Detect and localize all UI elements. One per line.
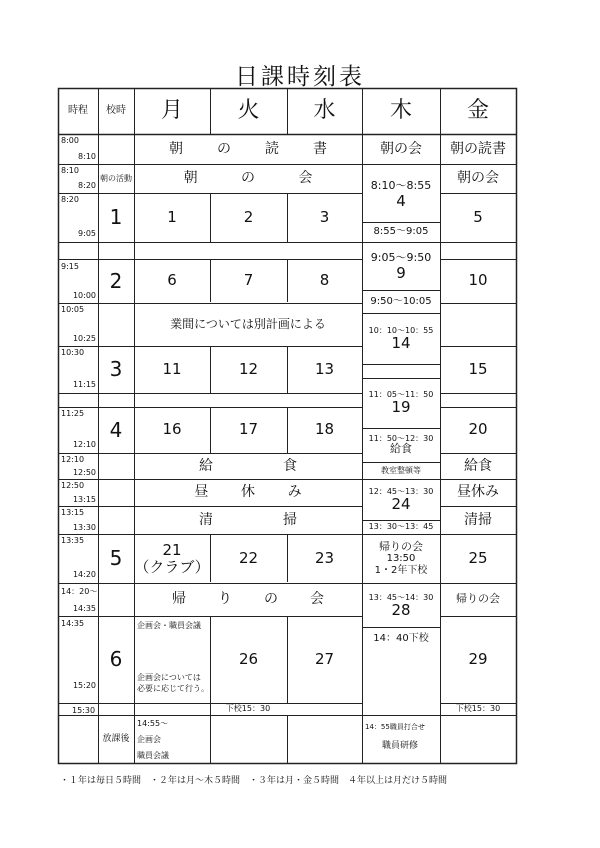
morning-meeting-span [134,164,362,193]
time-label: 9:15 [61,262,79,271]
lesson-number: 22 [238,548,259,567]
span-char: の [217,140,231,157]
header-day-thu: 木 [389,98,412,124]
period-number: 4 [109,417,123,442]
thu-home-meeting: 帰りの会 [379,539,423,553]
time-label: 13:30 [72,523,96,532]
lesson-number: 27 [314,649,335,668]
thu-block-6 [362,481,440,519]
fri-rest: 昼休み [457,484,499,501]
recess-note: 業間については別計画による [170,316,326,331]
lesson-number: 17 [238,420,259,439]
lesson-number: 20 [468,420,488,439]
period-number: 6 [109,647,123,671]
after-staff-meeting: 職員会議 [137,751,169,760]
thu-time: 9:50～10:05 [370,295,432,307]
span-char: 掃 [283,511,297,528]
home-meeting-span [134,583,362,616]
thu-lunch: 給食 [390,442,412,456]
lunch-span [134,453,362,479]
thu-dismissal-note: 14：40下校 [373,633,429,645]
lesson-number: 24 [391,494,411,513]
period-number: 2 [109,268,123,293]
time-label: 10:30 [61,348,85,357]
fri-lunch: 給食 [464,457,492,474]
span-char: 読 [265,140,279,157]
lesson-number: 18 [314,420,335,439]
time-label: 8:20 [78,181,96,190]
lesson-number: 25 [468,548,488,567]
time-label: 14:35 [61,619,85,628]
time-label: 8:10 [78,152,96,161]
time-label: 13:15 [61,508,85,517]
thu-morning-meeting: 朝の会 [380,140,422,157]
morning-reading-span [134,134,362,164]
thu-time: 12：45～13：30 [368,486,434,496]
period-number: 5 [109,546,123,570]
time-label: 15:20 [72,681,96,690]
time-label: 14:35 [72,604,96,613]
lesson-number: 13 [314,359,335,378]
span-char: 昼 [194,484,209,501]
header-day-tue: 火 [237,98,260,124]
span-char: 休 [240,484,255,501]
span-char: 会 [298,170,313,187]
lesson-number: 16 [162,420,182,439]
morning-activity-label: 朝の活動 [100,173,132,183]
thu-time: 11：50～12：30 [368,434,434,444]
lesson-number: 14 [391,333,411,352]
time-label: 12:10 [61,455,85,464]
span-char: み [287,484,302,501]
lesson-number: 9 [396,263,406,282]
lesson-number: 2 [243,207,254,226]
time-label: 11:15 [72,380,96,389]
time-label: 14：20～ [61,587,98,596]
thu-block-4 [362,380,440,426]
lesson-number: 10 [468,271,488,290]
period-number: 3 [109,357,123,381]
header-day-fri: 金 [466,98,489,124]
span-char: 食 [283,457,297,474]
time-label: 10:00 [72,291,96,300]
header-koji: 校時 [106,105,126,117]
after-planning: 企画会 [137,735,161,744]
fri-cleaning: 清掃 [464,511,492,528]
rest-span [134,479,362,506]
thu-time: 13:50 [386,553,416,565]
thu-block-2 [362,244,440,290]
span-char: り [218,591,232,608]
lesson-club [134,534,210,583]
cleaning-span [134,506,362,534]
fri-morning-reading: 朝の読書 [450,140,506,157]
time-label: 12:10 [72,440,96,449]
thu-time: 8:10～8:55 [370,179,432,193]
thu-staff-training: 職員研修 [382,741,419,751]
thu-time: 10：10～10：55 [368,325,434,335]
time-label: 11:25 [61,409,85,418]
thu-time: 9:05～9:50 [370,251,432,265]
thu-block-5 [362,430,440,460]
lesson-number: 29 [468,649,488,668]
planning-meeting-label: 企画会・職員会議 [137,621,201,630]
dismissal-time: 下校15：30 [225,704,271,714]
span-char: 書 [313,140,327,157]
thu-block-3 [362,316,440,362]
thu-time: 11：05～11：50 [368,389,434,399]
thu-block-8 [362,585,440,627]
after-school-label: 放課後 [102,734,130,745]
lesson-number: 1 [167,207,177,226]
span-char: の [264,591,278,608]
lesson-number: 19 [391,397,411,416]
lesson-number: 5 [473,207,483,226]
time-label: 8:00 [61,136,79,145]
lesson-number: 4 [396,191,406,210]
span-char: の [240,170,255,187]
lesson-number: 23 [314,548,335,567]
span-char: 朝 [169,140,183,157]
lesson-number: 28 [391,600,411,619]
lesson-number: 26 [238,649,259,668]
lesson-number: 3 [319,207,330,226]
fri-dismissal-time: 下校15：30 [455,704,501,714]
thu-staff-meeting: 14：55職員打合せ [365,723,425,731]
time-label: 12:50 [72,468,96,477]
span-char: 会 [310,591,324,608]
fri-morning-meeting: 朝の会 [457,170,499,187]
thu-dismissal-note: 1・2年下校 [374,564,428,576]
time-label: 10:05 [61,305,85,314]
header-day-wed: 水 [313,98,336,124]
time-label: 9:05 [78,229,96,238]
thu-cleanup: 教室整頓等 [381,465,421,475]
time-label: 13:15 [72,495,96,504]
time-label: 14:20 [72,570,96,579]
time-label: 8:10 [61,166,79,175]
header-jikan: 時程 [68,105,88,117]
time-label: 13:35 [61,536,85,545]
thu-time: 13：45～14：30 [368,592,434,602]
time-label: 15:30 [72,706,96,715]
header-day-mon: 月 [160,98,183,124]
time-label: 12:50 [61,481,85,490]
thu-block-7 [362,535,440,582]
period-number: 1 [109,205,123,229]
lesson-number: 6 [167,271,177,290]
span-char: 給 [199,457,213,474]
planning-note: 必要に応じて行う。 [137,684,209,693]
after-time: 14:55～ [137,719,169,728]
time-label: 10:25 [72,334,96,343]
lesson-number: 7 [243,271,254,290]
fri-home-meeting: 帰りの会 [456,592,500,606]
thu-time: 8:55～9:05 [373,226,429,238]
time-label: 8:20 [61,195,79,204]
thu-block-1 [362,170,440,220]
club-label: （クラブ） [134,557,210,576]
lesson-number: 8 [319,271,330,290]
span-char: 帰 [172,591,186,608]
span-char: 朝 [183,170,198,187]
footnote: ・１年は毎日５時間 ・２年は月～木５時間 ・３年は月・金５時間 ４年以上は月だけ５時間 [60,776,448,786]
lesson-number: 21 [162,541,182,559]
thu-time: 13：30～13：45 [368,522,434,532]
lesson-number: 11 [162,359,182,378]
span-char: 清 [199,511,213,528]
lesson-number: 12 [238,359,259,378]
page-title: 日課時刻表 [235,64,365,90]
planning-note: 企画会については [137,673,201,682]
lesson-number: 15 [468,359,488,378]
